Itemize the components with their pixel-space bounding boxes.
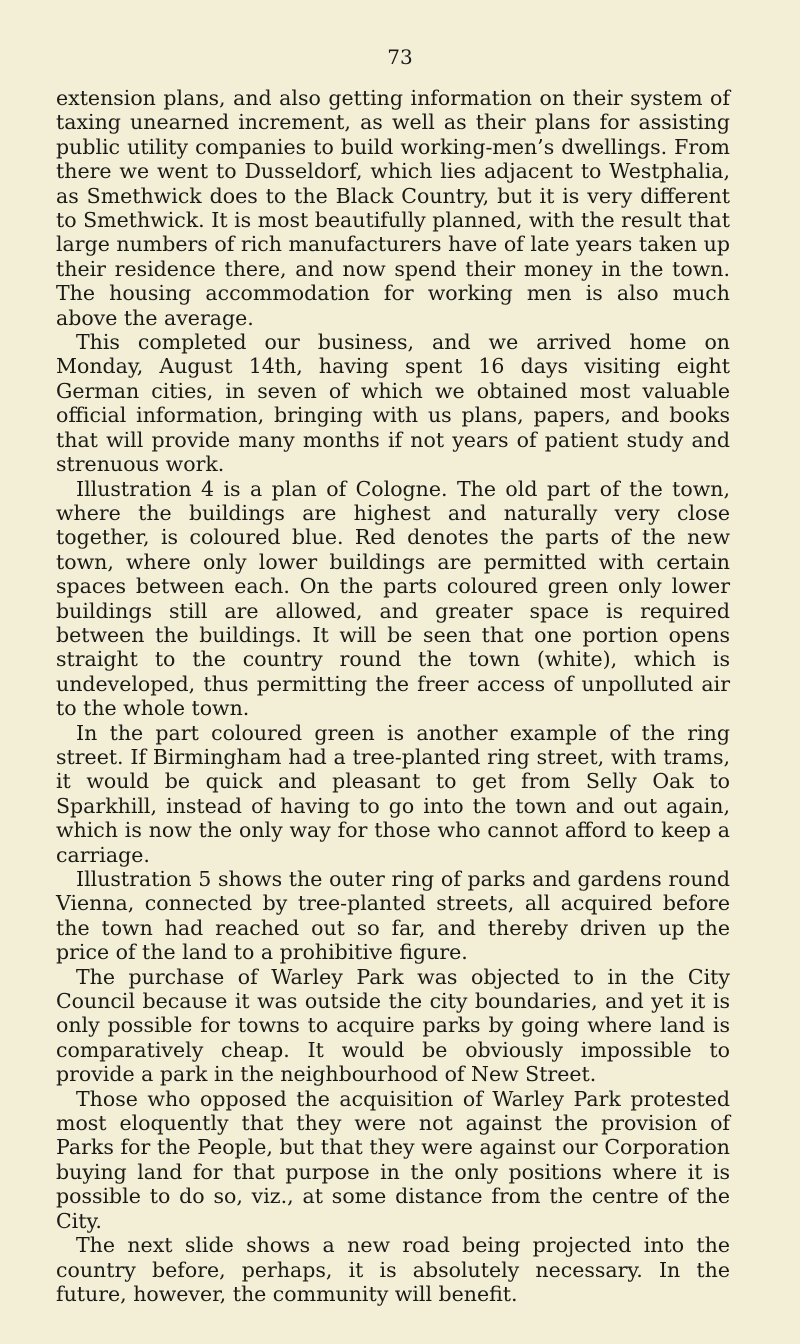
- paragraph-warley-park-purchase: The purchase of Warley Park was objected to in the City Council because it was outside the city boundaries, and yet it is only possible for towns to acquire parks by going where land is comparatively cheap. It would be obviously impossible to provide a park in the neighbourhood of New Street.: [56, 964, 730, 1087]
- paragraph-illustration-5-vienna: Illustration 5 shows the outer ring of parks and gardens round Vienna, connected by tree-planted streets, all acquired before the town had reached out so far, and thereby driven up the price of the land to a prohibitive figure.: [56, 867, 730, 965]
- paragraph-next-slide: The next slide shows a new road being projected into the country before, perhaps, it is absolutely necessary. In the future, however, the community will benefit.: [56, 1233, 730, 1306]
- body-text: [56, 86, 730, 1306]
- paragraph-warley-park-opposition: Those who opposed the acquisition of Warley Park protested most eloquently that they were not against the provision of Parks for the People, but that they were against our Corporation buying land for that purpose in the only positions where it is possible to do so, viz., at some distance from the centre of the City.: [56, 1086, 730, 1233]
- paragraph-continuation: extension plans, and also getting information on their system of taxing unearned increment, as well as their plans for assisting public utility companies to build working-men’s dwellings. From there we went to Dusseldorf, which lies adjacent to Westphalia, as Smethwick does to the Black Country, but it is very different to Smethwick. It is most beautifully planned, with the result that large numbers of rich manufacturers have of late years taken up their residence there, and now spend their money in the town. The housing accommodation for working men is also much above the average.: [56, 86, 730, 330]
- paragraph-ring-street: In the part coloured green is another example of the ring street. If Birmingham had a tree-planted ring street, with trams, it would be quick and pleasant to get from Selly Oak to Sparkhill, instead of having to go into the town and out again, which is now the only way for those who cannot afford to keep a carriage.: [56, 720, 730, 867]
- paragraph-illustration-4-cologne: Illustration 4 is a plan of Cologne. The old part of the town, where the buildings are highest and naturally very close together, is coloured blue. Red denotes the parts of the new town, where only lower buildings are permitted with certain spaces between each. On the parts coloured green only lower buildings still are allowed, and greater space is required between the buildings. It will be seen that one portion opens straight to the country round the town (white), which is undeveloped, thus permitting the freer access of unpolluted air to the whole town.: [56, 476, 730, 721]
- paragraph-return-home: This completed our business, and we arrived home on Monday, August 14th, having spent 16 days visiting eight German cities, in seven of which we obtained most valuable official information, bringing with us plans, papers, and books that will provide many months if not years of patient study and strenuous work.: [56, 330, 730, 477]
- page-number: 73: [387, 45, 413, 69]
